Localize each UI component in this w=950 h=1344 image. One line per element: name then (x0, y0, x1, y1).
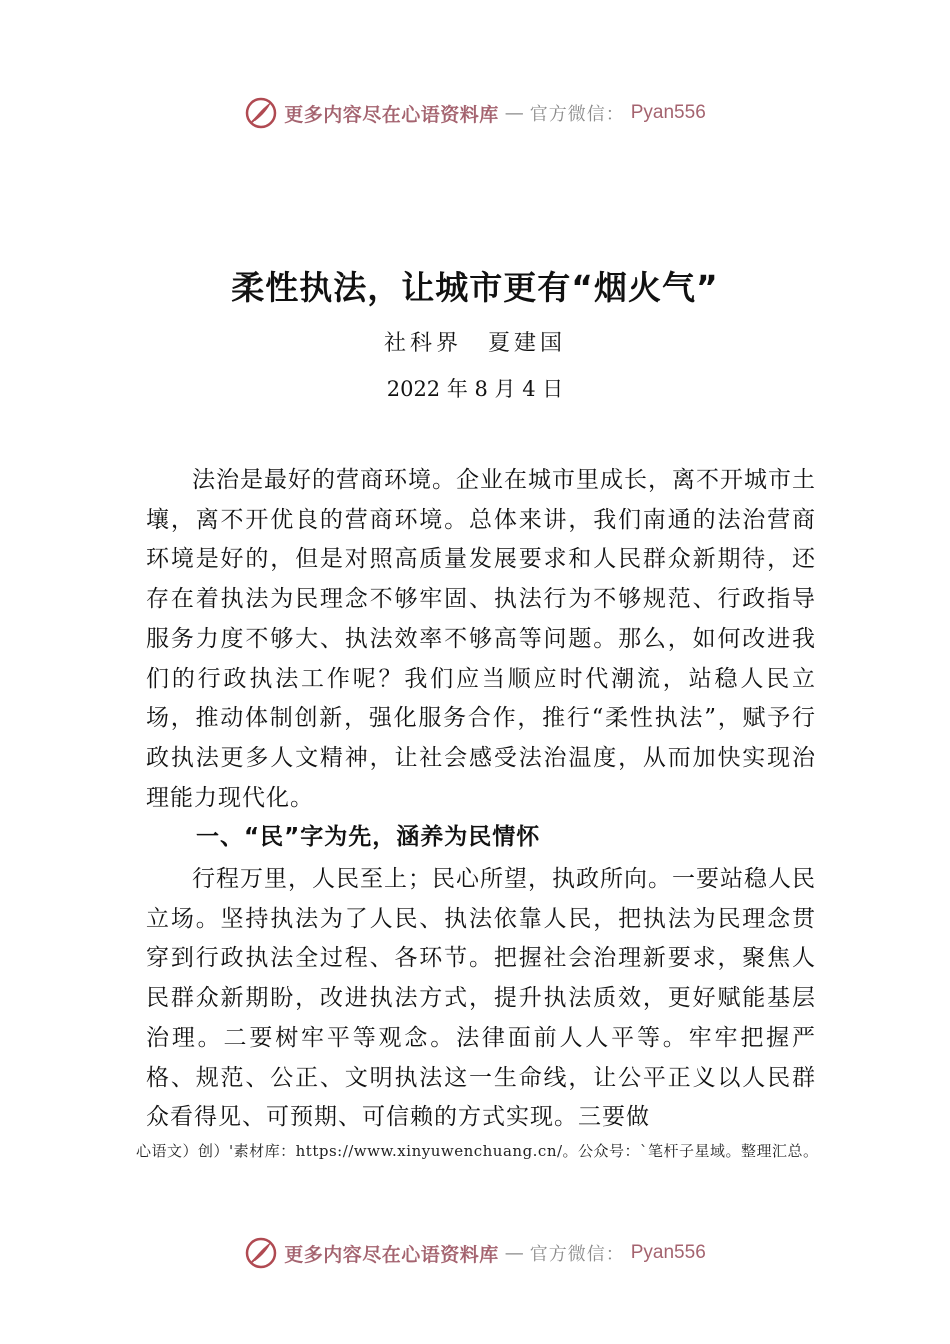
quill-seal-logo-icon (244, 1236, 278, 1270)
wechat-label: 官方微信： (529, 104, 625, 125)
footer-banner (0, 1233, 950, 1273)
article-date: 2022 年 8 月 4 日 (386, 377, 564, 401)
wechat-id: Pyan556 (630, 1242, 706, 1263)
paragraph-1: 法治是最好的营商环境。企业在城市里成长，离不开城市土壤，离不开优良的营商环境。总体来讲，我们南通的法治营商环境是好的，但是对照高质量发展要求和人民群众新期待，还存在着执法为民理念不够牢固、执法行为不够规范、行政指导服务力度不够大、执法效率不够高等问题。那么，如何改进我们的行政执法工作呢？我们应当顺应时代潮流，站稳人民立场，推动体制创新，强化服务合作，推行“柔性执法”，赋予行政执法更多人文精神，让社会感受法治温度，从而加快实现治理能力现代化。 (146, 467, 816, 811)
wechat-label: 官方微信： (529, 1244, 625, 1265)
quill-seal-logo-icon (244, 96, 278, 130)
promo-text: 更多内容尽在心语资料库 (284, 103, 499, 126)
promo-text: 更多内容尽在心语资料库 (284, 1243, 499, 1266)
article-author: 社科界 夏建国 (383, 331, 566, 356)
article-title: 柔性执法，让城市更有“烟火气” (231, 268, 719, 307)
source-footnote: 心语文）创）'素材库：https://www.xinyuwenchuang.cn/。公众号：`笔杆子星域。整理汇总。 (136, 1142, 819, 1160)
banner-dash: — (504, 1242, 524, 1264)
wechat-id: Pyan556 (630, 102, 706, 123)
banner-dash: — (504, 102, 524, 124)
header-banner (0, 93, 950, 133)
paragraph-2: 行程万里，人民至上；民心所望，执政所向。一要站稳人民立场。坚持执法为了人民、执法依靠人民，把执法为民理念贯穿到行政执法全过程、各环节。把握社会治理新要求，聚焦人民群众新期盼，改进执法方式，提升执法质效，更好赋能基层治理。二要树牢平等观念。法律面前人人平等。牢牢把握严格、规范、公正、文明执法这一生命线，让公平正义以人民群众看得见、可预期、可信赖的方式实现。三要做 (146, 866, 816, 1131)
section-1-heading: 一、“民”字为先，涵养为民情怀 (196, 824, 541, 850)
